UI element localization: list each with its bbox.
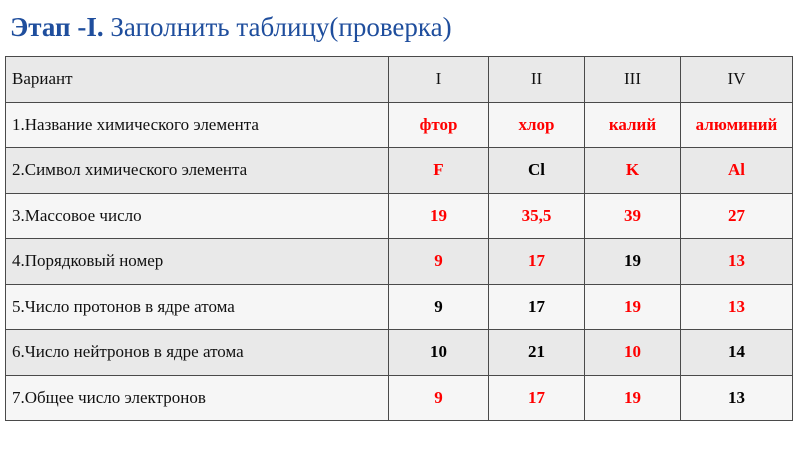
table-row	[6, 102, 793, 148]
table-cell: 19	[585, 239, 681, 285]
title-text: Заполнить таблицу(проверка)	[103, 12, 452, 42]
header-col: IV	[681, 57, 793, 103]
answers-table	[5, 56, 793, 421]
table-cell: 27	[681, 193, 793, 239]
table-row	[6, 284, 793, 330]
header-col: I	[389, 57, 489, 103]
table-cell: 9	[389, 284, 489, 330]
table-cell: Cl	[489, 148, 585, 194]
table-cell: Al	[681, 148, 793, 194]
table-header-row	[6, 57, 793, 103]
table-row	[6, 239, 793, 285]
table-cell: 19	[389, 193, 489, 239]
table-cell: 13	[681, 239, 793, 285]
table-row	[6, 375, 793, 421]
row-label: 2.Символ химического элемента	[6, 148, 389, 194]
table-cell: K	[585, 148, 681, 194]
table-cell: 13	[681, 284, 793, 330]
row-label: 7.Общее число электронов	[6, 375, 389, 421]
title-stage: Этап -I.	[10, 12, 104, 42]
table-row	[6, 193, 793, 239]
row-label: 4.Порядковый номер	[6, 239, 389, 285]
table-cell: 17	[489, 284, 585, 330]
table-cell: 9	[389, 239, 489, 285]
table-cell: 17	[489, 239, 585, 285]
header-label: Вариант	[6, 57, 389, 103]
answers-table-body	[6, 57, 793, 421]
table-cell: калий	[585, 102, 681, 148]
row-label: 3.Массовое число	[6, 193, 389, 239]
table-row	[6, 330, 793, 376]
table-cell: F	[389, 148, 489, 194]
table-row	[6, 148, 793, 194]
header-col: II	[489, 57, 585, 103]
table-cell: хлор	[489, 102, 585, 148]
table-cell: фтор	[389, 102, 489, 148]
page-title	[10, 12, 452, 43]
table-cell: 14	[681, 330, 793, 376]
header-col: III	[585, 57, 681, 103]
table-cell: 10	[389, 330, 489, 376]
row-label: 1.Название химического элемента	[6, 102, 389, 148]
row-label: 6.Число нейтронов в ядре атома	[6, 330, 389, 376]
table-cell: 13	[681, 375, 793, 421]
table-cell: 17	[489, 375, 585, 421]
table-cell: 10	[585, 330, 681, 376]
table-cell: алюминий	[681, 102, 793, 148]
table-cell: 19	[585, 375, 681, 421]
table-cell: 9	[389, 375, 489, 421]
table-cell: 39	[585, 193, 681, 239]
row-label: 5.Число протонов в ядре атома	[6, 284, 389, 330]
table-cell: 19	[585, 284, 681, 330]
table-cell: 21	[489, 330, 585, 376]
table-cell: 35,5	[489, 193, 585, 239]
